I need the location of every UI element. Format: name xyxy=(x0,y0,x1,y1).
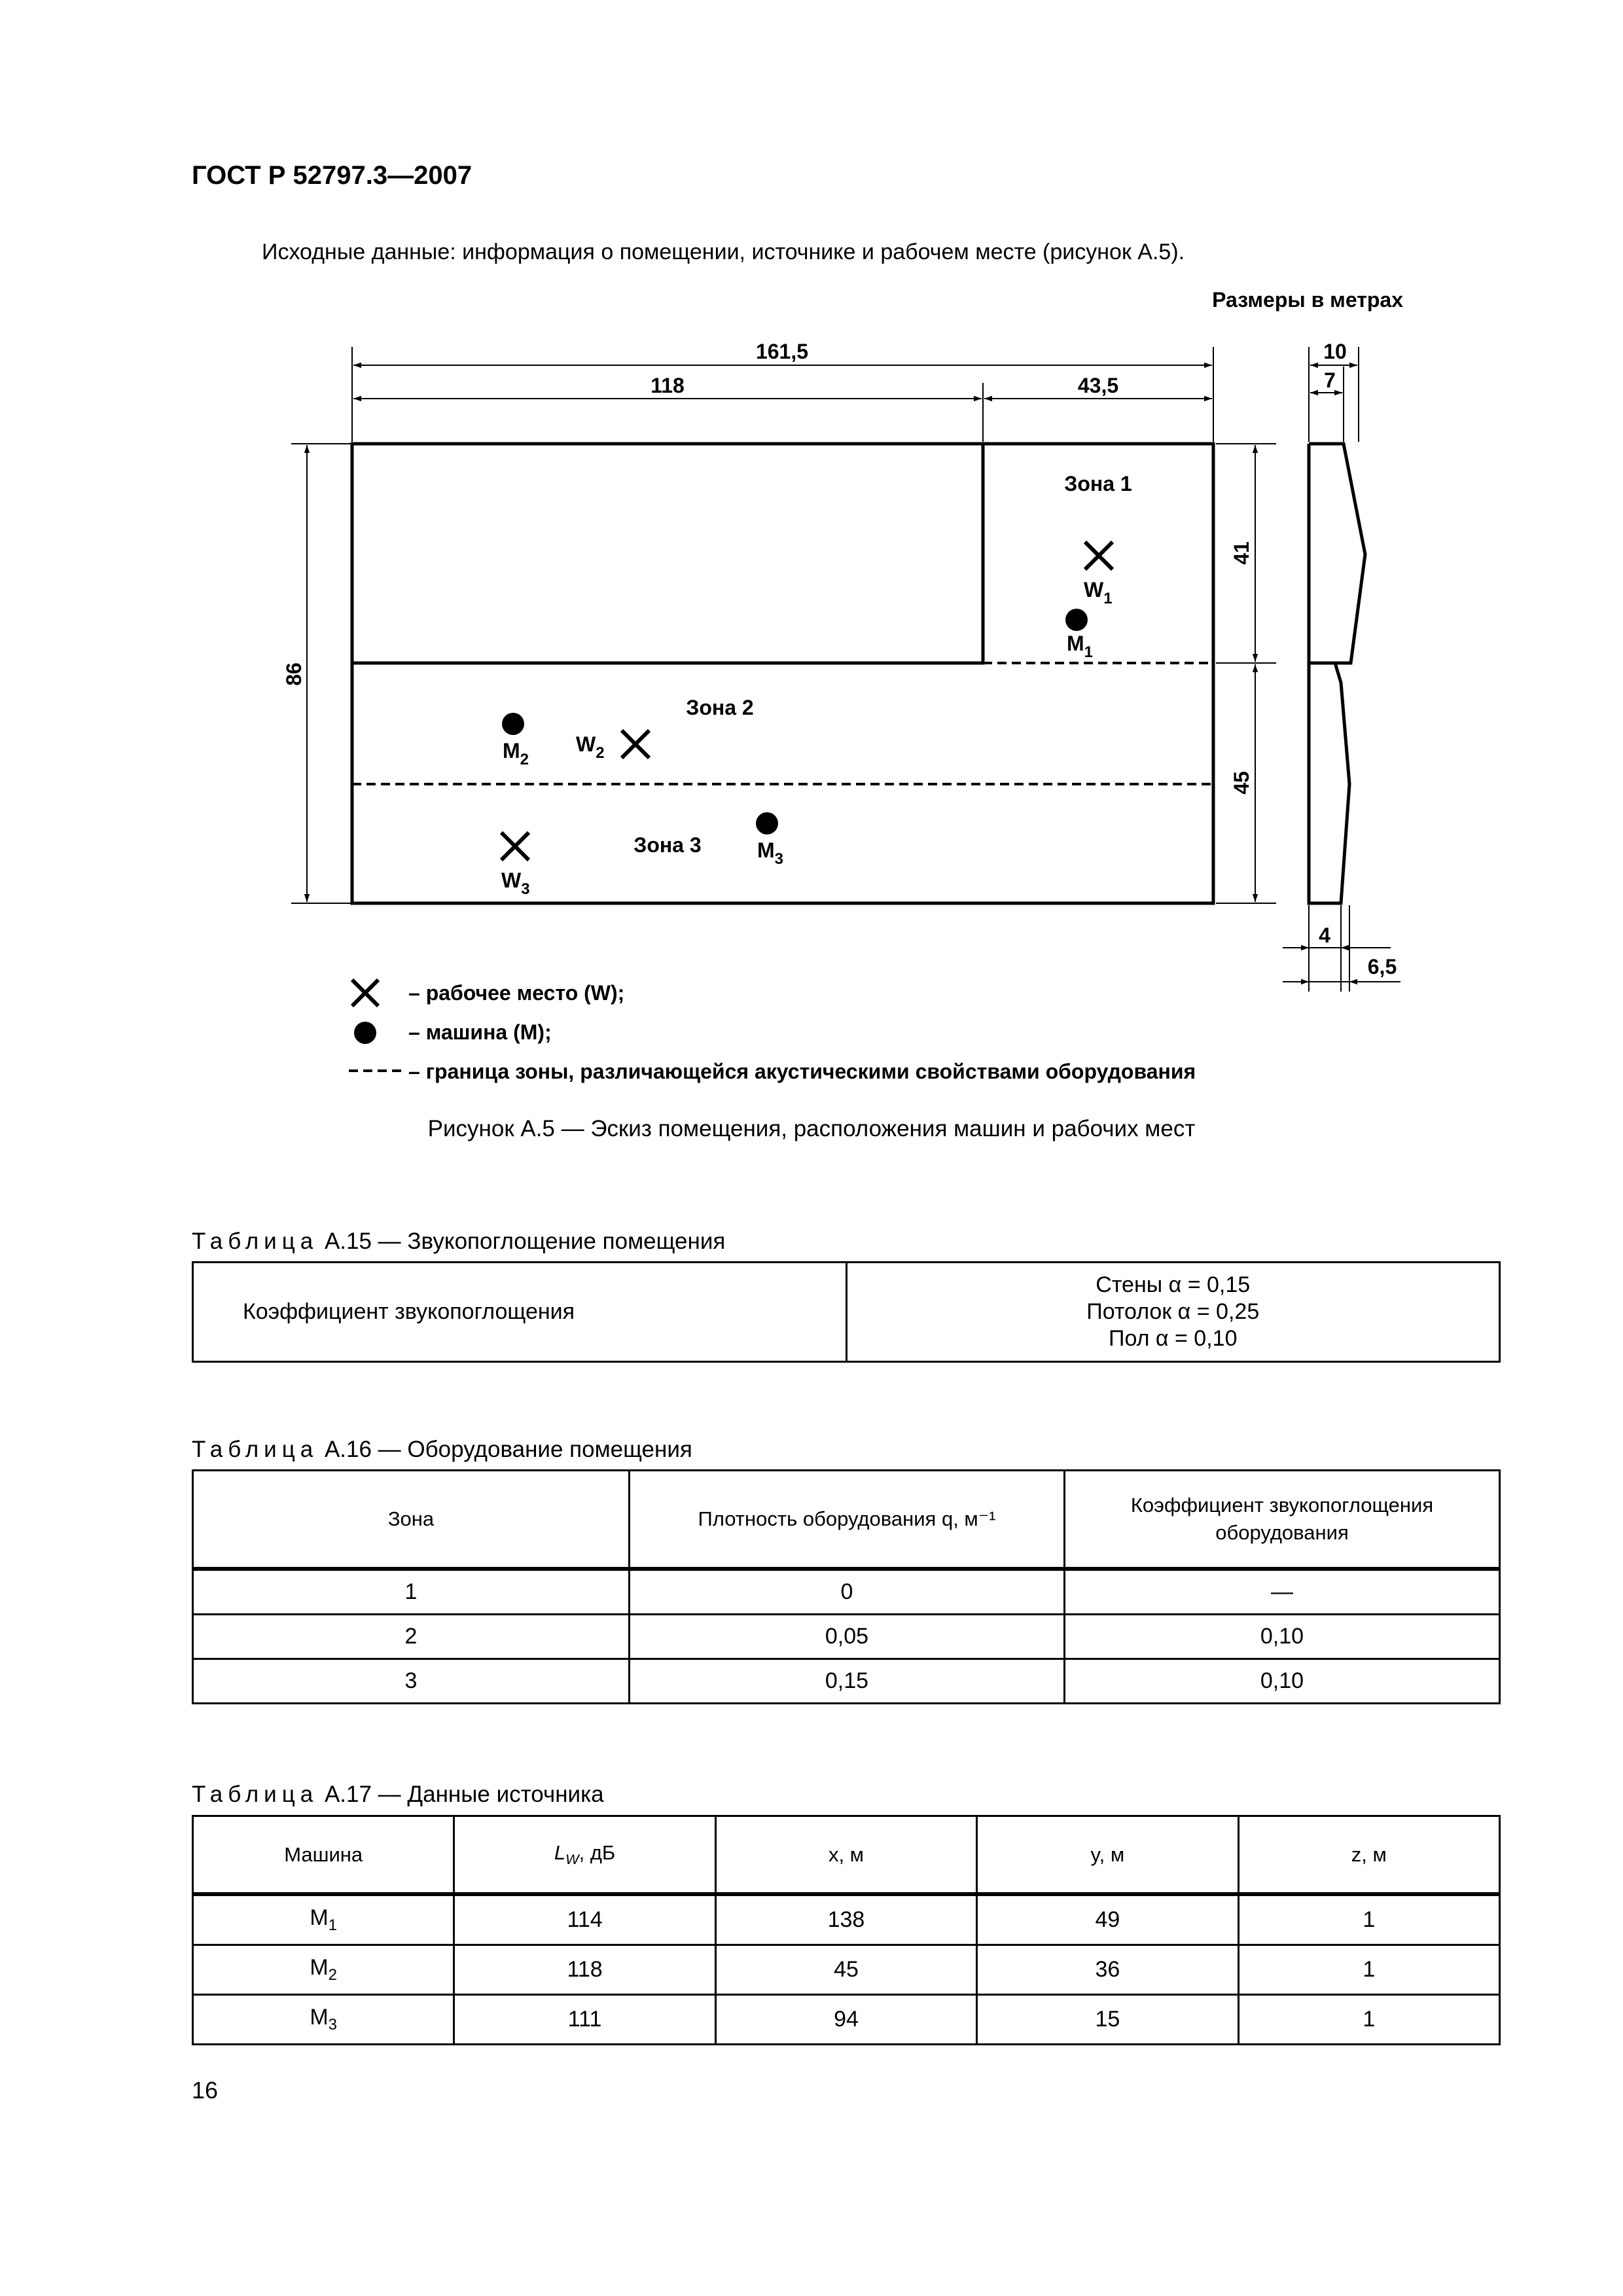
a17-machine: $M_3$ xyxy=(193,1995,454,2045)
a15-walls: Стены α = 0,15 xyxy=(1096,1272,1251,1297)
room-sketch-figure xyxy=(0,0,1623,1113)
legend-machine-text: – машина (М); xyxy=(408,1020,552,1044)
zone-2-label: Зона 2 xyxy=(686,696,754,719)
table-row xyxy=(193,1569,1500,1615)
table-a15 xyxy=(192,1261,1501,1363)
dim-label-41: 41 xyxy=(1230,541,1253,565)
a17-lw: 114 xyxy=(454,1894,715,1945)
zone-1-label: Зона 1 xyxy=(1064,472,1132,495)
m1-label: $M_1$ xyxy=(1067,632,1094,661)
a16-density: 0 xyxy=(629,1569,1064,1615)
m3-label: $M_3$ xyxy=(757,838,784,868)
a16-density: 0,15 xyxy=(629,1659,1064,1704)
dim-label-86: 86 xyxy=(282,662,306,686)
table-a17-caption: Таблица А.17 — Данные источника xyxy=(192,1782,604,1807)
a15-values-cell xyxy=(846,1263,1500,1362)
a17-x: 138 xyxy=(715,1894,976,1945)
table-a16 xyxy=(192,1469,1501,1704)
legend-boundary-text: – граница зоны, различающейся акустическими свойствами оборудования xyxy=(408,1060,1196,1083)
a15-floor: Пол α = 0,10 xyxy=(1109,1326,1238,1351)
a16-header-zone: Зона xyxy=(193,1471,630,1570)
table-row xyxy=(193,1894,1500,1945)
w3-label: $W_3$ xyxy=(501,869,530,898)
table-row xyxy=(193,1945,1500,1995)
a16-zone: 2 xyxy=(193,1615,630,1659)
a17-header-z: z, м xyxy=(1238,1816,1499,1895)
dim-label-10: 10 xyxy=(1323,340,1347,363)
a17-x: 45 xyxy=(715,1945,976,1995)
a16-zone: 3 xyxy=(193,1659,630,1704)
workplace-w3-marker xyxy=(501,833,529,860)
dim-label-43-5: 43,5 xyxy=(1077,374,1119,397)
machine-m2-marker xyxy=(502,713,524,735)
a16-zone: 1 xyxy=(193,1569,630,1615)
a17-z: 1 xyxy=(1238,1945,1499,1995)
m2-label: $M_2$ xyxy=(503,739,529,768)
a15-ceiling: Потолок α = 0,25 xyxy=(1086,1299,1260,1324)
table-a17 xyxy=(192,1815,1501,2045)
legend-workplace-text: – рабочее место (W); xyxy=(408,981,625,1005)
a17-y: 15 xyxy=(977,1995,1238,2045)
a15-label-cell: Коэффициент звукопоглощения xyxy=(193,1263,847,1362)
zone-3-label: Зона 3 xyxy=(633,833,702,857)
a16-coef: — xyxy=(1064,1569,1499,1615)
workplace-w1-marker xyxy=(1085,542,1113,569)
w1-label: $W_1$ xyxy=(1084,578,1113,607)
a16-coef: 0,10 xyxy=(1064,1615,1499,1659)
intro-text: Исходные данные: информация о помещении, источнике и рабочем месте (рисунок А.5). xyxy=(262,240,1185,264)
machine-m3-marker xyxy=(756,812,778,834)
dim-label-7: 7 xyxy=(1324,368,1336,392)
a16-header-coef-line2: оборудования xyxy=(1215,1521,1349,1544)
a16-header-coef-line1: Коэффициент звукопоглощения xyxy=(1130,1494,1434,1516)
machine-m1-marker xyxy=(1065,609,1088,631)
dim-label-118: 118 xyxy=(651,374,685,397)
a17-header-machine: Машина xyxy=(193,1816,454,1895)
section-profile xyxy=(1309,444,1365,903)
zone-boundary-lines xyxy=(352,663,1213,784)
a17-header-lw: $L_W$, дБ xyxy=(454,1816,715,1895)
figure-caption: Рисунок А.5 — Эскиз помещения, расположения машин и рабочих мест xyxy=(427,1116,1196,1141)
a16-header-coef xyxy=(1064,1471,1499,1570)
table-row xyxy=(193,1615,1500,1659)
workplace-w2-marker xyxy=(622,730,649,758)
a17-x: 94 xyxy=(715,1995,976,2045)
a17-y: 36 xyxy=(977,1945,1238,1995)
a17-machine: $M_2$ xyxy=(193,1945,454,1995)
units-note: Размеры в метрах xyxy=(1212,288,1403,312)
a17-header-y: y, м xyxy=(977,1816,1238,1895)
a17-y: 49 xyxy=(977,1894,1238,1945)
room-outline xyxy=(352,444,1213,903)
table-row xyxy=(193,1659,1500,1704)
a17-z: 1 xyxy=(1238,1894,1499,1945)
a16-coef: 0,10 xyxy=(1064,1659,1499,1704)
a17-lw: 118 xyxy=(454,1945,715,1995)
legend-workplace-icon xyxy=(352,980,378,1006)
legend-machine-icon xyxy=(354,1022,376,1044)
dim-label-45: 45 xyxy=(1230,771,1253,795)
a16-header-density: Плотность оборудования q, м⁻¹ xyxy=(629,1471,1064,1570)
table-a15-caption: Таблица А.15 — Звукопоглощение помещения xyxy=(192,1229,726,1254)
a16-density: 0,05 xyxy=(629,1615,1064,1659)
w2-label: $W_2$ xyxy=(576,732,605,762)
a17-lw: 111 xyxy=(454,1995,715,2045)
table-row xyxy=(193,1995,1500,2045)
document-header: ГОСТ Р 52797.3—2007 xyxy=(192,161,473,190)
page-number: 16 xyxy=(192,2077,219,2104)
a17-machine: $M_1$ xyxy=(193,1894,454,1945)
dim-label-4: 4 xyxy=(1319,924,1330,947)
a17-header-x: x, м xyxy=(715,1816,976,1895)
dim-label-161-5: 161,5 xyxy=(755,340,809,363)
dim-label-6-5: 6,5 xyxy=(1367,955,1397,978)
a17-z: 1 xyxy=(1238,1995,1499,2045)
table-a16-caption: Таблица А.16 — Оборудование помещения xyxy=(192,1437,692,1462)
